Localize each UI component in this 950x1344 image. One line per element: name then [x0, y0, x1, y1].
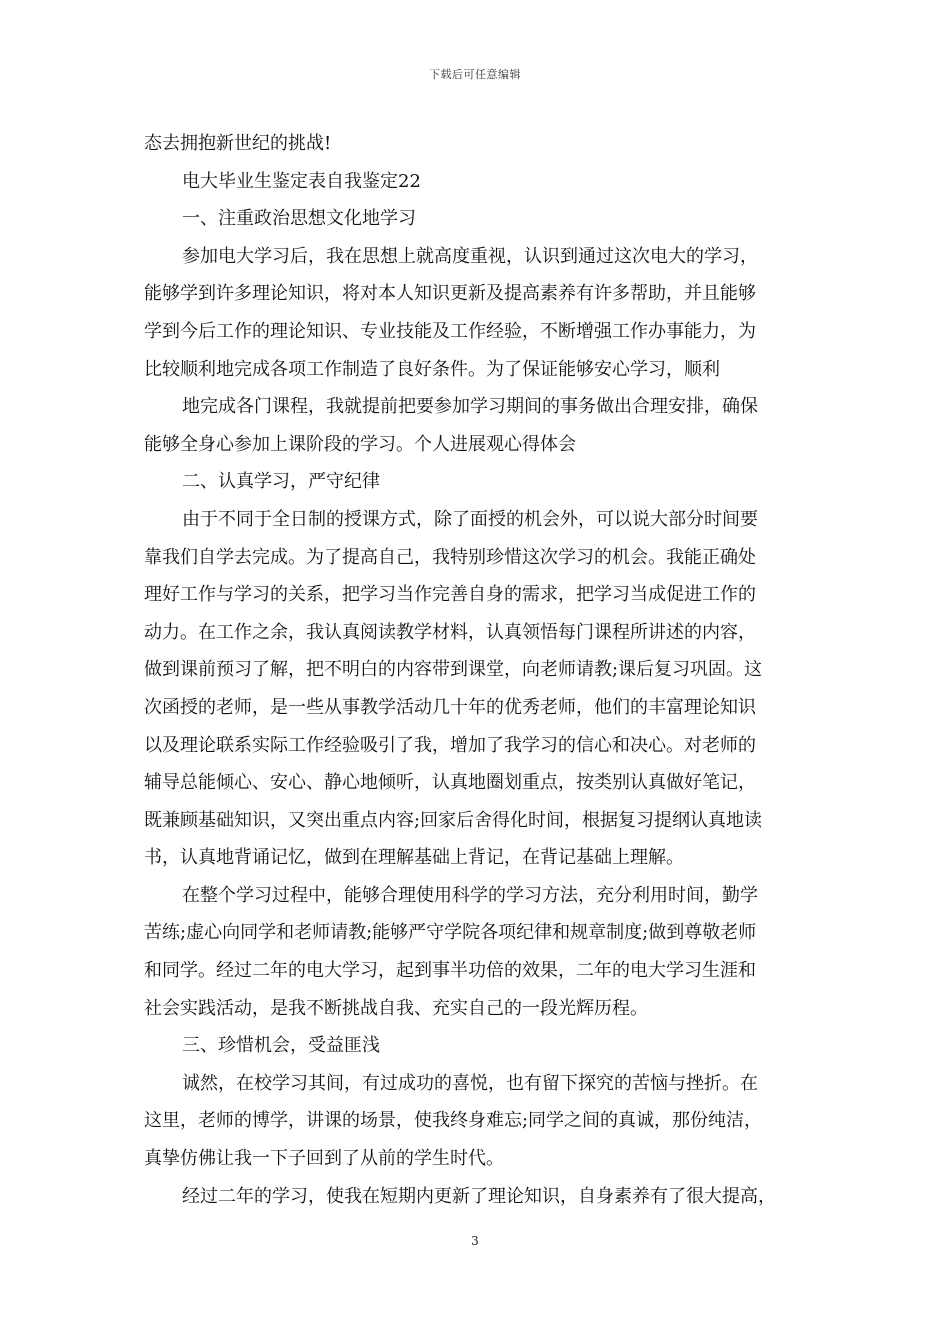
text-line: 在整个学习过程中，能够合理使用科学的学习方法，充分利用时间，勤学 [182, 884, 758, 906]
body-text [144, 125, 812, 1215]
text-line: 这里，老师的博学，讲课的场景，使我终身难忘;同学之间的真诚，那份纯洁， [144, 1110, 763, 1132]
text-line: 三、珍惜机会，受益匪浅 [182, 1035, 380, 1057]
text-line: 靠我们自学去完成。为了提高自己，我特别珍惜这次学习的机会。我能正确处 [144, 546, 756, 568]
text-line: 辅导总能倾心、安心、静心地倾听，认真地圈划重点，按类别认真做好笔记， [144, 772, 756, 794]
text-line: 二、认真学习，严守纪律 [182, 471, 380, 493]
text-line: 一、注重政治思想文化地学习 [182, 208, 416, 230]
text-line: 书，认真地背诵记忆，做到在理解基础上背记，在背记基础上理解。 [144, 847, 684, 869]
text-line: 由于不同于全日制的授课方式，除了面授的机会外，可以说大部分时间要 [182, 508, 758, 530]
text-line: 次函授的老师，是一些从事教学活动几十年的优秀老师，他们的丰富理论知识 [144, 696, 756, 718]
text-line: 能够全身心参加上课阶段的学习。个人进展观心得体会 [144, 433, 576, 455]
text-line: 参加电大学习后，我在思想上就高度重视，认识到通过这次电大的学习， [182, 245, 758, 267]
text-line: 诚然，在校学习其间，有过成功的喜悦，也有留下探究的苦恼与挫折。在 [182, 1072, 758, 1094]
text-line: 以及理论联系实际工作经验吸引了我，增加了我学习的信心和决心。对老师的 [144, 734, 756, 756]
text-line: 能够学到许多理论知识，将对本人知识更新及提高素养有许多帮助，并且能够 [144, 283, 756, 305]
text-line: 理好工作与学习的关系，把学习当作完善自身的需求，把学习当成促进工作的 [144, 584, 756, 606]
page-header: 下载后可任意编辑 [429, 68, 521, 81]
page-number: 3 [471, 1234, 479, 1248]
text-line: 电大毕业生鉴定表自我鉴定22 [182, 170, 421, 192]
text-line: 经过二年的学习，使我在短期内更新了理论知识，自身素养有了很大提高， [182, 1185, 776, 1207]
text-line: 比较顺利地完成各项工作制造了良好条件。为了保证能够安心学习，顺利 [144, 358, 720, 380]
text-line: 和同学。经过二年的电大学习，起到事半功倍的效果，二年的电大学习生涯和 [144, 960, 756, 982]
text-line: 苦练;虚心向同学和老师请教;能够严守学院各项纪律和规章制度;做到尊敬老师 [144, 922, 757, 944]
text-line: 做到课前预习了解，把不明白的内容带到课堂，向老师请教;课后复习巩固。这 [144, 659, 763, 681]
text-line: 真挚仿佛让我一下子回到了从前的学生时代。 [144, 1148, 504, 1170]
text-line: 社会实践活动，是我不断挑战自我、充实自己的一段光辉历程。 [144, 997, 648, 1019]
text-line: 既兼顾基础知识，又突出重点内容;回家后舍得化时间，根据复习提纲认真地读 [144, 809, 763, 831]
text-line: 学到今后工作的理论知识、专业技能及工作经验，不断增强工作办事能力，为 [144, 320, 756, 342]
text-line: 动力。在工作之余，我认真阅读教学材料，认真领悟每门课程所讲述的内容， [144, 621, 756, 643]
text-line: 态去拥抱新世纪的挑战! [144, 133, 332, 154]
text-line: 地完成各门课程，我就提前把要参加学习期间的事务做出合理安排，确保 [182, 396, 758, 418]
